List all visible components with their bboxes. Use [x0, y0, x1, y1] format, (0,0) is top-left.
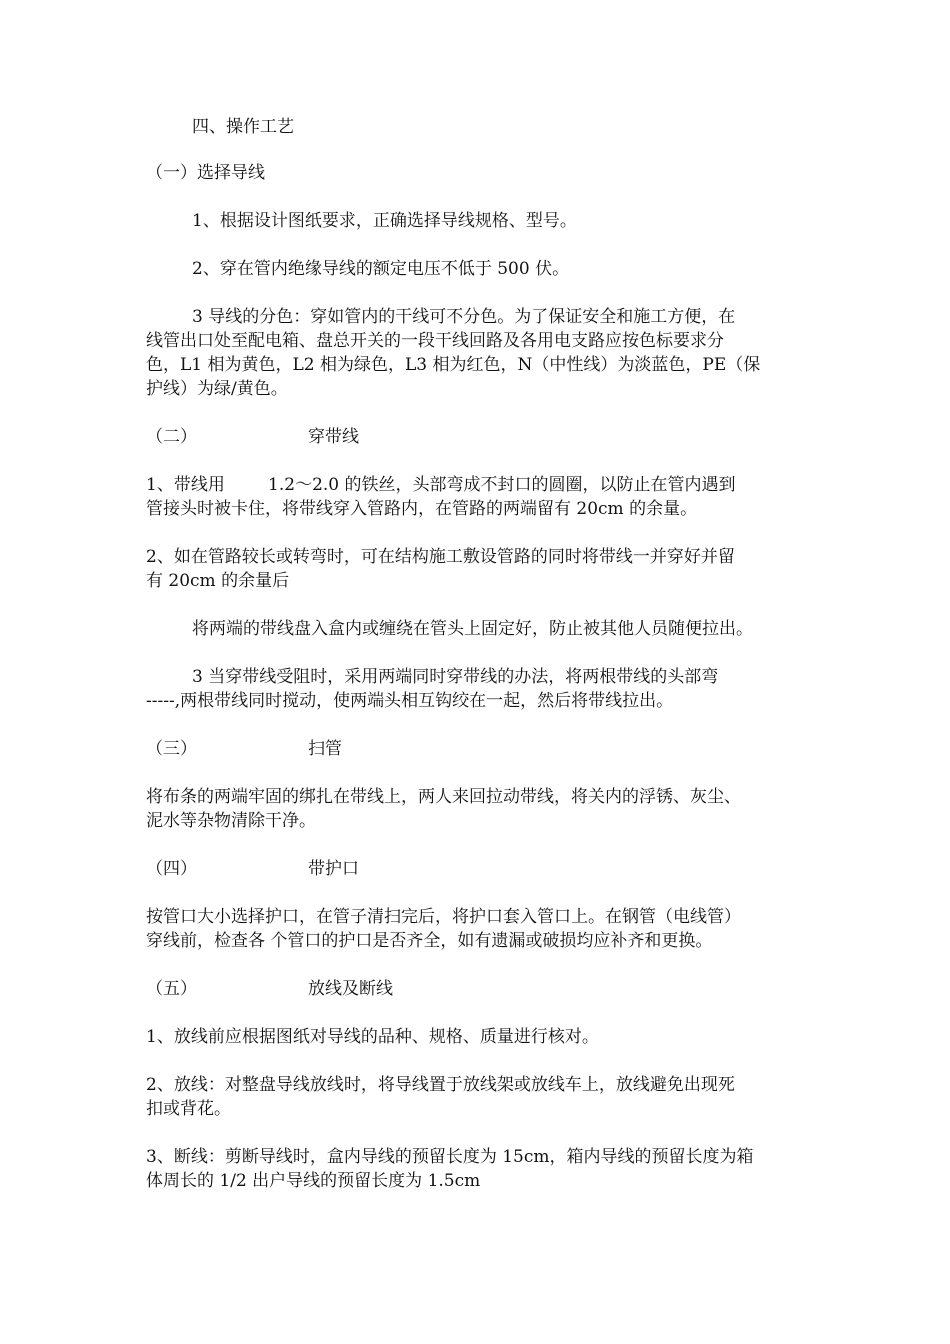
paragraph-line: 穿线前，检查各 个管口的护口是否齐全，如有遗漏或破损均应补齐和更换。 — [146, 931, 713, 951]
subsection-title-4: 带护口 — [308, 859, 359, 879]
paragraph-line: 按管口大小选择护口，在管子清扫完后，将护口套入管口上。在钢管（电线管） — [146, 907, 741, 927]
paragraph-line: 1、放线前应根据图纸对导线的品种、规格、质量进行核对。 — [146, 1027, 599, 1047]
paragraph-line: 将布条的两端牢固的绑扎在带线上，两人来回拉动带线，将关内的浮锈、灰尘、 — [146, 787, 741, 807]
paragraph-line: 3、断线：剪断导线时，盒内导线的预留长度为 15cm，箱内导线的预留长度为箱 — [146, 1147, 754, 1167]
paragraph-line: 线管出口处至配电箱、盘总开关的一段干线回路及各用电支路应按色标要求分 — [146, 331, 724, 351]
subsection-title-2: 穿带线 — [308, 427, 359, 447]
subsection-heading-1: （一）选择导线 — [146, 163, 265, 183]
subsection-number-3: （三） — [146, 739, 197, 759]
paragraph-line: 3 当穿带线受阻时，采用两端同时穿带线的办法，将两根带线的头部弯 — [192, 667, 719, 687]
subsection-number-4: （四） — [146, 859, 197, 879]
subsection-number-2: （二） — [146, 427, 197, 447]
paragraph-line: 护线）为绿/黄色。 — [146, 379, 288, 399]
paragraph-line: 2、穿在管内绝缘导线的额定电压不低于 500 伏。 — [192, 259, 570, 279]
paragraph-line: 有 20cm 的余量后 — [146, 571, 290, 591]
paragraph-line: 2、放线：对整盘导线放线时，将导线置于放线架或放线车上，放线避免出现死 — [146, 1075, 735, 1095]
paragraph-line: 管接头时被卡住，将带线穿入管路内，在管路的两端留有 20cm 的余量。 — [146, 499, 698, 519]
paragraph-line: 体周长的 1/2 出户导线的预留长度为 1.5cm — [146, 1171, 481, 1191]
paragraph-line: 1、带线用 1.2～2.0 的铁丝，头部弯成不封口的圆圈，以防止在管内遇到 — [146, 475, 736, 495]
paragraph-line: 2、如在管路较长或转弯时，可在结构施工敷设管路的同时将带线一并穿好并留 — [146, 547, 735, 567]
section-title: 四、操作工艺 — [192, 117, 294, 137]
paragraph-line: 1、根据设计图纸要求，正确选择导线规格、型号。 — [192, 211, 577, 231]
subsection-title-5: 放线及断线 — [308, 979, 393, 999]
paragraph-line: -----,两根带线同时搅动，使两端头相互钩绞在一起，然后将带线拉出。 — [146, 691, 674, 711]
paragraph-line: 色，L1 相为黄色，L2 相为绿色，L3 相为红色，N（中性线）为淡蓝色，PE（保 — [146, 355, 761, 375]
paragraph-line: 3 导线的分色：穿如管内的干线可不分色。为了保证安全和施工方便，在 — [192, 307, 736, 327]
paragraph-line: 将两端的带线盘入盒内或缠绕在管头上固定好，防止被其他人员随便拉出。 — [192, 619, 753, 639]
paragraph-line: 扣或背花。 — [146, 1099, 231, 1119]
paragraph-line: 泥水等杂物清除干净。 — [146, 811, 316, 831]
subsection-title-3: 扫管 — [308, 739, 342, 759]
subsection-number-5: （五） — [146, 979, 197, 999]
